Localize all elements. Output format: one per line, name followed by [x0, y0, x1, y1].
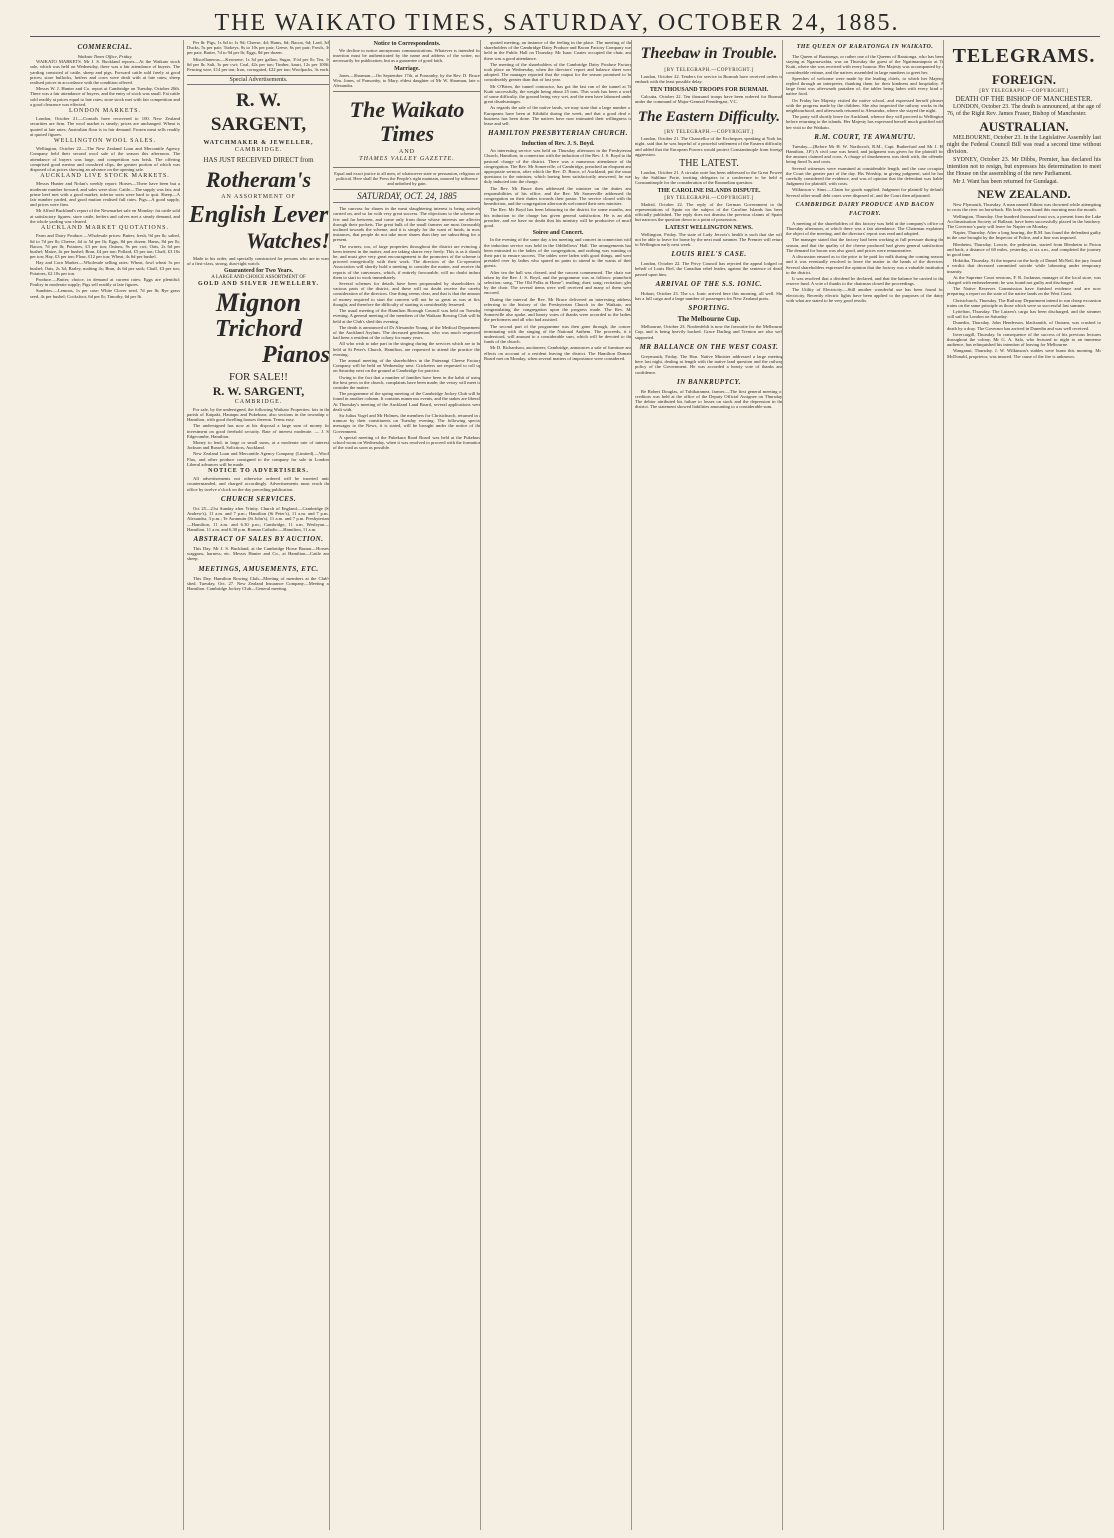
body-text: Oct 25—21st Sunday after Trinity. Church of England.—Cambridge (St Andrew's), 11 a.m. and 7 p.m.; Hamilton (St Peter's), 11 a.m. and 7 p.m.; Alexandra, 3 p.m.; Te Awamutu (St John's), 11 a.m. and 7 p.m. Presbyterian.—Hamilton, 11 a.m. and 6.30 p.m.; Cambridge, 11 a.m. Wesleyan.—Hamilton, 11 a.m. and 6.30 p.m. Roman Catholic.—Hamilton, 11 a.m. [187, 505, 330, 532]
induction-heading: Induction of Rev. J. S. Boyd. [521, 141, 595, 148]
presbyterian-heading: HAMILTON PRESBYTERIAN CHURCH. [488, 129, 628, 138]
body-text: Napier, Thursday. After a long hearing, the R.M. has found the defendant guilty in the case brought by the Inspector of Police, and a fine was imposed. [947, 230, 1101, 241]
body-text: The meeting of the shareholders of the Cambridge Dairy Produce Factory took place on Wednesday, when the directors' report and balance sheet were adopted. The manager reported that the output for the season promised to be considerably greater than that of last year. [484, 61, 632, 83]
body-text: An interesting service was held on Thursday afternoon in the Presbyterian Church, Hamilton, in connection with the induction of the Rev. J. S. Boyd to the pastoral charge of the district. There was a numerous attendance of the congregation. The Rev. Mr Somerville, of Cambridge, preached an eloquent and appropriate sermon, after which the Rev. D. Bruce, of Auckland, put the usual questions to the minister, which having been satisfactorily answered, he was duly inducted into the charge. [484, 148, 632, 185]
correspondents-heading: Notice to Correspondents. [373, 41, 441, 47]
body-text: All advertisements not otherwise ordered will be inserted until countermanded, and charged accordingly. Advertisements must reach the office by twelve o'clock on the day preceding publication. [187, 476, 330, 492]
rm-court-heading: R.M. COURT, TE AWAMUTU. [814, 132, 916, 141]
commercial-heading: COMMERCIAL. [77, 43, 133, 51]
dairy-heading: CAMBRIDGE DAIRY PRODUCE AND BACON FACTORY. [795, 201, 935, 217]
column-district [782, 40, 947, 1530]
body-text: Speeches of welcome were made by the leading chiefs, to which her Majesty replied through an interpreter, thanking them for their kindness and hospitality. A large feast was afterwards partaken of, the tables being laden with every kind of native food. [786, 75, 944, 97]
sargent-product-2: Watches! [246, 227, 330, 253]
body-text: quoted meeting, an instance of the feeling in the place. The meeting of the shareholders of the Cambridge Dairy Produce and Bacon Factory Company was held in the Public Hall on Thursday. Mr Isaac Coates occupied the chair, and there was a good attendance. [484, 40, 632, 61]
telegrams-heading: TELEGRAMS. [952, 45, 1096, 67]
body-text: Sundries.—Lemons, 1s per case; White Clover seed, 7d per lb; Rye grass seed, 4s per bushel; Cocksfoot, 6d per lb; Timothy, 6d per lb. [30, 288, 180, 299]
sargent-signature: R. W. SARGENT, [212, 383, 305, 398]
sargent-firm: Rotheram's [205, 166, 312, 192]
melbourne-body: MELBOURNE, October 23. In the Legislative Assembly last night the Federal Council Bill was read a second time without division. [947, 135, 1101, 156]
caroline-heading: THE CAROLINE ISLANDS DISPUTE. [657, 187, 761, 194]
body-text: Mr Alfred Buckland's report of the Newmarket sale on Monday: fat cattle sold at satisfactory figures; store cattle, heifers and calves met a steady demand, and the whole yarding was cleared. [30, 208, 180, 224]
body-text: On Friday her Majesty visited the native school, and expressed herself pleased with the progress made by the children. She also inspected the railway works in the neighbourhood, and afterwards returned to Alexandra, where she stayed the night. [786, 97, 944, 114]
soiree-heading: Soiree and Concert. [532, 230, 584, 237]
sargent-guarantee: Guaranteed for Two Years. [223, 268, 294, 275]
body-text: Mr D. Richardson, auctioneer, Cambridge, announces a sale of furniture and effects on account of a resident leaving the district. The Hamilton Domain Board met on Monday, when several matters of importance were considered. [484, 345, 632, 361]
theebaw-heading: Theebaw in Trouble. [640, 45, 778, 62]
body-text: We decline to notice anonymous communications. Whatever is intended for insertion must be authenticated by the name and address of the writer, not necessarily for publication, but as a guarantee of good faith. [333, 48, 481, 64]
want-body: Mr J. Want has been returned for Gundagai. [953, 179, 1059, 186]
body-text: The Rev. Mr Bruce then addressed the minister on the duties and responsibilities of his office, and the Rev. Mr Somerville addressed the congregation on their duties towards their pastor. The service closed with the benediction, and the congregation afterwards welcomed their new minister. [484, 185, 632, 207]
auction-heading: ABSTRACT OF SALES BY AUCTION. [193, 534, 324, 543]
body-text: Greymouth, Friday. The Hon. Native Minister addressed a large meeting here last night, dealing at length with the native land question and the railway policy of the Government. He was accorded a hearty vote of thanks and confidence. [635, 353, 783, 375]
body-text: A special meeting of the Pukekura Road Board was held at the Pukekura school-room on Wednesday, when it was resolved to proceed with the formation of the road as soon as possible. [333, 434, 481, 451]
body-text: This Day. Hamilton Rowing Club—Meeting of members at the Club's shed. Tuesday, Oct. 27. New Zealand Insurance Company—Meeting at Hamilton. Cambridge Jockey Club—General meeting. [187, 575, 330, 591]
bankruptcy-heading: IN BANKRUPTCY. [676, 377, 742, 386]
body-text: New Zealand Loan and Mercantile Agency Company (Limited).—Wool, Flax, and other produce consigned to the company for sale in London. Liberal advances will be made. [187, 451, 330, 467]
bishop-body: LONDON, October 23. The death is announced, at the age of 76, of the Right Rev. James Fraser, Bishop of Manchester. [947, 104, 1101, 118]
body-text: The owners, too, of large properties throughout the district are evincing a keen interest in the matter, and are taking shares very freely. This is as it should be, and must give very great encouragement to the promoters of the scheme to proceed energetically with their work. The directors of the Co-operative Association will shortly hold a meeting to consider the matter, and receive the reports of the canvassers, which, if entirely favourable, will no doubt induce them to start to work immediately. [333, 243, 481, 280]
marriage-heading: Marriage. [394, 65, 420, 72]
body-text: Messrs Hunter and Nolan's weekly report: Horses—There have been but a moderate number forward, and sales were slow. Cattle—The supply was fair, and prime beef met with a good market; inferior sorts were hard to quit. Sheep—A fair number yarded, and good mutton realised full rates. Pigs—A good supply, and prices were firm. [30, 181, 180, 208]
editorial-date: SATURDAY, OCT. 24, 1885 [333, 189, 481, 203]
paper-and: AND [399, 149, 415, 156]
melbourne-cup-heading: The Melbourne Cup. [677, 315, 741, 324]
column-editorial [329, 40, 484, 1530]
column-advertisements [183, 40, 333, 1530]
body-text: Wellington, Thursday. One hundred thousand trout ova, a present from the Lake Acclimatisation Society of Ballarat, have been successfully placed in the hatchery. The Governor's party will leave for Napier on Monday. [947, 213, 1101, 230]
body-text: Re Robert Douglas, of Tuhikaramea, farmer.—The first general meeting of creditors was held at the office of the Deputy Official Assignee on Thursday. The debtor attributed his failure to losses on stock and the depression in the district. The statement showed liabilities amounting to a considerable sum. [635, 388, 783, 410]
body-text: The programme of the spring meeting of the Cambridge Jockey Club will be found in another column. It contains numerous events, and the stakes are liberal. At Thursday's meeting of the Auckland Land Board, several applications were dealt with. [333, 391, 481, 412]
body-text: After tea the hall was cleared, and the concert commenced. The chair was taken by the Rev. J. S. Boyd, and the programme was as follows: pianoforte selection; song, "The Old Folks at Home"; reading; duet; song; recitation; glee by the choir. The several items were well received and many of them were encored. [484, 269, 632, 296]
piano-line-2: Trichord [214, 315, 303, 342]
body-text: The second part of the programme was then gone through, the concert terminating with the singing of the National Anthem. The proceeds, it is understood, will amount to a considerable sum, which will be devoted to the funds of the church. [484, 323, 632, 345]
notice-advertisers-heading: NOTICE TO ADVERTISERS. [208, 468, 309, 475]
sargent-announce: HAS JUST RECEIVED DIRECT from [203, 155, 314, 164]
body-text: Tuesday.—(Before Mr H. W. Northcroft, R.M., Capt. Rutherfurd and Mr J. H. Hamilton, J.P.) A civil case was heard, and judgment was given for the plaintiff for the amount claimed and costs. A charge of drunkenness was dealt with, the offender being fined 5s and costs. [786, 143, 944, 165]
sargent-town: CAMBRIDGE. [234, 147, 283, 154]
quotations-heading: AUCKLAND MARKET QUOTATIONS. [41, 225, 169, 232]
sargent-brand: R. W. SARGENT, [210, 90, 307, 136]
body-text: Wellington, October 22.—The New Zealand Loan and Mercantile Agency Company held their second wool sale of the season this afternoon. The attendance of buyers was large, and competition was brisk. The offering comprised good merino and crossbred clips, the greater portion of which was disposed of at prices showing an advance on the opening sale. [30, 146, 180, 173]
gazette-title: THAMES VALLEY GAZETTE. [359, 156, 455, 163]
body-text: London, October 21. The Chancellor of the Exchequer, speaking at York last night, said that he was hopeful of a peaceful settlement of the Eastern difficulty, and added that the European Powers would protect Constantinople from foreign aggression. [635, 136, 783, 157]
for-sale: FOR SALE!! [229, 370, 288, 383]
body-text: London, October 21.—Consols have recovered to 100. New Zealand securities are firm. The wool market is steady; prices are unchanged. Wheat is quoted at late rates; Australian flour is in fair demand. Frozen meat sells readily at quoted figures. [30, 116, 180, 137]
body-text: The manager stated that the factory had been working at full pressure during the season, and that the quality of the cheese produced had given general satisfaction. The demand for bacon was also good, and prices were remunerative. [786, 237, 944, 253]
column-local-news [480, 40, 635, 1530]
copyright-line-4: [BY TELEGRAPH.—COPYRIGHT.] [979, 89, 1069, 94]
copyright-line: [BY TELEGRAPH.—COPYRIGHT.] [664, 68, 754, 73]
body-text: The Queen of Raratonga, or rather one of the Queens of Raratonga, who has been staying at Ngaruawahia, was on Thursday the guest of the Ngatimaniapoto at Te Kuiti, where she was received with every honour. Her Majesty was accompanied by a considerable retinue, and the natives assembled in large numbers to greet her. [786, 54, 944, 75]
meetings-heading: MEETINGS, AMUSEMENTS, ETC. [198, 564, 319, 573]
piano-line-1: Mignon [215, 287, 302, 317]
bishop-heading: DEATH OF THE BISHOP OF MANCHESTER. [955, 95, 1093, 104]
ballance-heading: MR BALLANCE ON THE WEST COAST. [639, 342, 779, 351]
body-text: The annual meeting of the shareholders in the Paterangi Cheese Factory Company will be held on Wednesday next. Cricketers are requested to roll up on Saturday next on the ground at Cambridge for practice. [333, 357, 481, 374]
body-text: Lyttelton, Thursday. The Lutzen's cargo has been discharged, and the steamer will sail for London on Saturday. [947, 309, 1101, 320]
columns [30, 40, 1100, 1530]
body-text: Melbourne, October 23. Nordenfeldt is now the favourite for the Melbourne Cup, and is being heavily backed. Grace Darling and Trenton are also well supported. [635, 324, 783, 340]
body-text: Blenheim, Thursday. Lowrie, the pedestrian, started from Blenheim to Picton and back, a distance of 60 miles, yesterday, at six a.m., and completed the journey in good time. [947, 241, 1101, 258]
sporting-heading: SPORTING. [688, 304, 730, 313]
body-text: The party will shortly leave for Auckland, whence they will proceed to Wellington before returning to the islands. Her Majesty has expressed herself much gratified with her visit to the Waikato. [786, 114, 944, 130]
body-text: London, October 22. Tenders for service in Burmah have received orders to embark with the least possible delay. [635, 74, 783, 85]
body-text: The undersigned has now at his disposal a large sum of money for investment on good freehold security. Rate of interest moderate. — J. S. Edgecumbe, Hamilton. [187, 423, 330, 439]
body-text: The Utility of Electricity.—Still another wonderful use has been found for electricity. Recently electric lights have been applied to the purposes of the dairy, with what are stated to be very good results. [786, 287, 944, 303]
piano-line-3: Pianos [261, 341, 330, 368]
body-text: Wilkinson v. Sims.—Claim for goods supplied. Judgment for plaintiff by default. Several other small debt cases were disposed of, and the Court then adjourned. [786, 187, 944, 198]
masthead-rule [30, 36, 1100, 37]
body-text: London, October 22. The Privy Council has rejected the appeal lodged on behalf of Louis Riel, the Canadian rebel leader, against the sentence of death passed upon him. [635, 261, 783, 277]
ionic-heading: ARRIVAL OF THE S.S. IONIC. [655, 279, 763, 288]
body-text: London, October 21. A circular note has been addressed to the Great Powers by the Sublime Porte, inviting delegates to a conference to be held at Constantinople for the consideration of the Roumelian question. [635, 170, 783, 186]
body-text: Calcutta, October 22. Ten thousand troops have been ordered for Burmah under the command of Major-General Prendergast, V.C. [635, 93, 783, 104]
body-text: Hobart, October 23. The s.s. Ionic arrived here this morning, all well. She has a full cargo and a large number of passengers for New Zealand ports. [635, 290, 783, 302]
body-text: Several schemes for details have been propounded by shareholders in various parts of the district, and these will no doubt receive the careful consideration of the directors. One thing seems clear, and that is that the amount of money required to start the concern will not be so great as was at first thought, and therefore the difficulty of starting is considerably lessened. [333, 281, 481, 307]
body-text: Produce.—Butter, choice, in demand at current rates; Eggs are plentiful; Poultry in moderate supply; Pigs sell readily at late figures. [30, 276, 180, 288]
motto: Equal and exact justice to all men, of whatsoever state or persuasion, religious or political. Here shall the Press the People's right maintain, unawed by influence and unbribed by gain. [334, 170, 480, 187]
paper-title: The Waikato Times [349, 97, 465, 147]
riel-heading: LOUIS RIEL'S CASE. [671, 250, 747, 259]
sargent-trade: WATCHMAKER & JEWELLER, [203, 140, 314, 147]
body-text: Mr O'Brien, the tunnel contractor, has got the last run of the tunnel at Te Kuiti successfully, the weight being about 25 tons. This work has been a work of some difficulty, the ground being very wet, and the men have laboured under great disadvantages. [484, 83, 632, 105]
body-text: The death is announced of Dr Alexander Young, of the Medical Department, of the Auckland Asylum. The deceased gentleman, who was much respected, had been a resident of the colony for many years. [333, 324, 481, 341]
wool-sales-heading: WELLINGTON WOOL SALES. [53, 138, 157, 145]
body-text: The usual meeting of the Hamilton Borough Council was held on Tuesday evening. A general meeting of the members of the Waikato Rowing Club will be held at the Club's shed this evening. [333, 308, 481, 324]
body-text: The Rev. Mr Boyd has been labouring in the district for some months, and his induction to the charge has given general satisfaction. He is an able preacher, and we have no doubt that his ministry will be productive of much good. [484, 207, 632, 229]
body-text: WAIKATO MARKETS. Mr J. S. Buckland reports—At the Waikato stock sale, which was held on Wednesday, there was a fair attendance of buyers. The yarding consisted of cattle, sheep and pigs. Forward cattle sold freely at good prices; store bullocks, heifers and cows were dealt with at late rates; sheep realised prices in accordance with the condition offered. [30, 59, 180, 86]
body-text: A discussion ensued as to the price to be paid for milk during the coming season, and it was eventually resolved to leave the matter in the hands of the directors. Several shareholders expressed the opinion that the factory was a valuable institution to the district. [786, 254, 944, 275]
body-text: Miscellaneous.—Kerosene, 1s 3d per gallon; Sugar, 3½d per lb; Tea, 1s 6d per lb; Salt, 3s per cwt; Coal, 42s per ton; Timber, kauri, 12s per 100ft; Fencing wire, £14 per ton; Iron, corrugated, £22 per ton; Woolpacks, 3s each. [187, 56, 330, 73]
sargent-assort-2: A LARGE AND CHOICE ASSORTMENT OF [211, 275, 306, 281]
body-text: A meeting of the shareholders of this factory was held at the company's office on Thursday afternoon, at which there was a fair attendance. The Chairman explained the object of the meeting, and the directors' report was read and adopted. [786, 220, 944, 237]
body-text: New Plymouth, Thursday. A man named Edkins was drowned while attempting to cross the river on horseback. His body was found this morning near the mouth. [947, 202, 1101, 213]
masthead: THE WAIKATO TIMES, SATURDAY, OCTOBER 24, 1885. [214, 10, 900, 36]
body-text: Made to his order, and specially constructed for persons who are in want of a first-class, strong, dust-tight watch. [187, 255, 330, 267]
body-text: At the Supreme Court sessions, F. R. Jackman, manager of the local store, was charged with embezzlement; he was found not guilty and discharged. [947, 274, 1101, 286]
body-text: Wellington, Friday. The state of Lady Jervois's health is such that she will not be able to leave for home by the next mail steamer. The Premier will return to Wellington early next week. [635, 231, 783, 248]
copyright-line-3: [BY TELEGRAPH.—COPYRIGHT.] [664, 195, 754, 201]
latest-heading: THE LATEST. [679, 158, 739, 170]
body-text: Sir Julius Vogel and Mr Holmes, the members for Christchurch, returned in a tramcar by their constituents on Tuesday evening. The following special messages to the News, it is stated, will be brought under the notice of the Government. [333, 412, 481, 434]
body-text: Wanganui, Thursday. J. W. Wilkinson's stables were burnt this morning. Mr McDonald, proprietor, was insured. The cause of the fire is unknown. [947, 348, 1101, 359]
copyright-line-2: [BY TELEGRAPH.—COPYRIGHT.] [664, 130, 754, 136]
london-markets-heading: LONDON MARKETS. [69, 108, 141, 115]
body-text: During the interval the Rev. Mr Bruce delivered an interesting address, referring to the history of the Presbyterian Church in the Waikato, and congratulating the congregation upon the progress made. The Rev. Mr Somerville also spoke, and hearty votes of thanks were accorded to the ladies, the performers and all who had assisted. [484, 296, 632, 323]
body-text: Hokitika, Thursday. At the inquest on the body of Daniel McNeil, the jury found a verdict that deceased committed suicide while labouring under temporary insanity. [947, 258, 1101, 274]
eastern-heading: The Eastern Difficulty. [637, 109, 781, 126]
body-text: Several witnesses were examined at considerable length, and the case occupied the Court the greater part of the day. His Worship, in giving judgment, said he had carefully considered the evidence, and was of opinion that the defendant was liable. Judgment for plaintiff, with costs. [786, 165, 944, 187]
body-text: Farm and Dairy Produce.—Wholesale prices: Butter, fresh, 9d per lb; salted, 6d to 7d per lb; Cheese, 4d to 5d per lb; Eggs, 8d per dozen; Hams, 8d per lb; Bacon, 7d per lb; Potatoes, £3 per ton; Onions, 9s per cwt; Oats, 2s 6d per bushel; Maize, 4s per bushel; Bran, £4 per ton; Pollard, £5 per ton; Chaff, £3 10s per ton; Hay, £3 per ton; Flour, £12 per ton; Wheat, 4s 6d per bushel. [30, 233, 180, 260]
australian-heading: AUSTRALIAN. [979, 119, 1069, 135]
commercial-dateline: Waikato Times Office, Friday. [77, 54, 133, 59]
live-stock-heading: AUCKLAND LIVE STOCK MARKETS. [40, 173, 170, 180]
sargent-signature-town: CAMBRIDGE. [234, 398, 283, 405]
wellington-heading: LATEST WELLINGTON NEWS. [665, 224, 753, 231]
special-ads-heading: Special Advertisements. [187, 75, 330, 85]
body-text: Jones—Sharman.—On September 17th, at Ponsonby, by the Rev. D. Bruce, Wm. Jones, of Ponsonby, to Mary, eldest daughter of Mr W. Sharman, late of Alexandra. [333, 72, 481, 89]
sydney-body: SYDNEY, October 23. Mr Dibbs, Premier, has declared his intention not to resign, but expresses his determination to meet the House on the assembling of the new Parliament. [947, 157, 1101, 178]
body-text: It was resolved that a dividend be declared, and that the balance be carried to the reserve fund. A vote of thanks to the chairman closed the proceedings. [786, 275, 944, 287]
body-text: Money to lend, in large or small sums, at a moderate rate of interest. Jackson and Russell, Solicitors, Auckland. [187, 440, 330, 451]
raratonga-heading: THE QUEEN OF RARATONGA IN WAIKATO. [796, 44, 934, 50]
body-text: Per lb: Pigs, 1s 6d to 1s 9d; Cheese, 4d; Hams, 6d; Bacon, 6d; Lard, 3d; Ducks, 5s per pair; Turkeys, 8s to 10s per pair; Geese, 6s per pair; Fowls, 3s per pair; Butter, 7d to 9d per lb; Eggs, 8d per dozen. [187, 40, 330, 56]
church-services-heading: CHURCH SERVICES. [220, 494, 297, 503]
body-text: Dunedin, Thursday. John Henderson, blacksmith, of Outram, was crushed to death by a dray. The Governor has arrived in Dunedin and was well received. [947, 320, 1101, 331]
troops-heading: TEN THOUSAND TROOPS FOR BURMAH. [649, 86, 769, 93]
body-text: Owing to the fact that a number of families have been in the habit of using the best pews in the church, complaints have been made; the vestry will meet to consider the matter. [333, 374, 481, 390]
body-text: The Native Reserves Commission have finished evidence and are now preparing a report on the state of the native lands on the West Coast. [947, 286, 1101, 297]
sargent-assort: AN ASSORTMENT OF [221, 193, 296, 200]
body-text: All who wish to take part in the singing during the services which are to be held at St Peter's Church, Hamilton, are requested to attend the practice this evening. [333, 341, 481, 357]
editorial-masthead [333, 91, 481, 167]
column-telegrams [631, 40, 786, 1530]
body-text: In the evening of the same day a tea meeting and concert in connection with the induction service was held in the Oddfellows' Hall. The arrangements had been entrusted to the ladies of the congregation, and nothing was wanting on their part to ensure success. The tables were laden with good things, and were presided over by ladies who spared no pains to attend to the wants of their guests. [484, 237, 632, 269]
foreign-heading: FOREIGN. [992, 72, 1056, 87]
column-commercial [30, 40, 183, 1530]
body-text: Messrs W. J. Hunter and Co. report at Cambridge on Tuesday, October 20th. There was a fair attendance of buyers, and the entry of stock was small. Fat cattle sold readily at prices equal to late rates; store stock met with fair competition and a good clearance was effected. [30, 86, 180, 107]
body-text: Hay and Corn Market.—Wholesale selling rates: Wheat, fowl wheat 3s per bushel; Oats, 2s 3d; Barley, malting 4s; Bran, 4s 6d per sack; Chaff, £3 per ton; Potatoes, £2 10s per ton. [30, 260, 180, 276]
body-text: Madrid, October 22. The reply of the German Government to the representations of Spain on the subject of the Caroline Islands has been officially published. The reply does not dismiss the previous claims of Spain, but narrows the question down to a point of possession. [635, 201, 783, 223]
column-telegrams-2 [943, 40, 1104, 1530]
body-text: Christchurch, Thursday. The Railway Department intend to run cheap excursion trains on the same principle as those which were so successful last summer. [947, 297, 1101, 308]
nz-heading: NEW ZEALAND. [977, 187, 1071, 202]
body-text: For sale, by the undersigned, the following Waikato Properties: lots in the parish of Kaipaki, Hautapu and Pukekura; also sections in the township of Hamilton, with good dwelling houses thereon. Terms easy. [187, 406, 330, 423]
body-text: As regards the sale of the native lands, we may state that a large number of Europeans have been at Kihikihi during the week, and that a good deal of business has been done. The natives have now intimated their willingness to lease and sell. [484, 105, 632, 127]
body-text: Invercargill, Thursday. In consequence of the success of his previous lectures throughout the colony, Mr G. A. Sala, who lectured to night to an immense audience, has relinquished his intention of leaving for Melbourne. [947, 331, 1101, 348]
sargent-stock: GOLD AND SILVER JEWELLERY. [197, 281, 320, 288]
body-text: The canvass for shares in the meat slaughtering interest is being actively carried on, and so far with very great success. The objections to the scheme are few and far between, and come only from those whose interests are affected through their pockets. The great bulk of the small farmers are most favourably inclined towards the scheme, and it is simply for the want of funds, in most instances, that people do not take more shares than they are subscribing for at present. [333, 206, 481, 243]
sargent-product-1: English Lever [188, 201, 329, 228]
body-text: This Day. Mr J. S. Buckland, at the Cambridge Horse Bazaar—Horses, waggons, harness, etc. Messrs Hunter and Co., at Hamilton—Cattle and sheep. [187, 545, 330, 562]
